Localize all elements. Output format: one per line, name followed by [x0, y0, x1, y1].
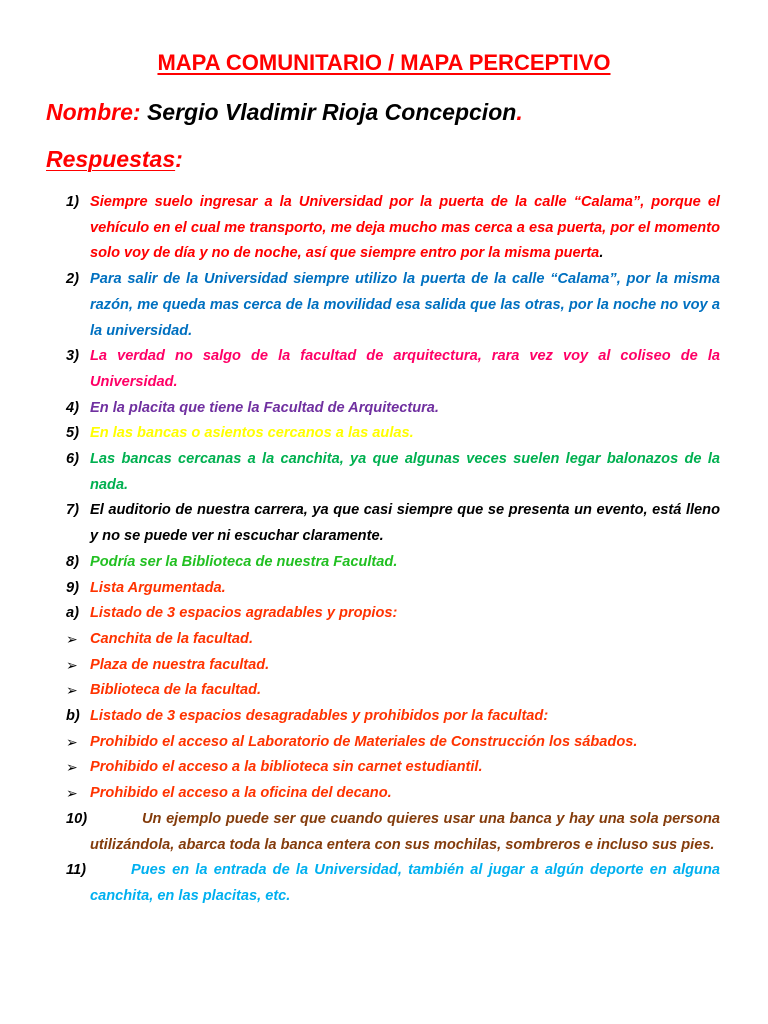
item-text: Las bancas cercanas a la canchita, ya que algunas veces suelen legar balonazos de la nada.: [90, 451, 720, 493]
list-item: [66, 267, 720, 344]
item-marker: 11): [66, 862, 87, 879]
item-text: En la placita que tiene la Facultad de Arquitectura.: [90, 399, 439, 416]
item-text: Podría ser la Biblioteca de nuestra Facultad.: [90, 553, 398, 570]
arrow-bullet-icon: ➢: [66, 759, 78, 776]
item-text: Listado de 3 espacios desagradables y prohibidos por la facultad:: [90, 708, 549, 725]
item-text: Lista Argumentada.: [90, 579, 226, 596]
list-item: [66, 730, 720, 756]
item-marker: 4): [66, 399, 79, 416]
document-title: MAPA COMUNITARIO / MAPA PERCEPTIVO: [157, 50, 611, 75]
item-text: Listado de 3 espacios agradables y propios:: [90, 605, 398, 622]
item-text: Canchita de la facultad.: [90, 630, 254, 647]
item-marker: a): [66, 605, 79, 622]
answers-label: Respuestas: [46, 146, 176, 172]
item-text: Plaza de nuestra facultad.: [90, 656, 270, 673]
list-item: [66, 421, 720, 447]
item-text: Un ejemplo puede ser que cuando quieres usar una banca y hay una sola persona utilizándola, abarca toda la banca entera con sus mochilas, sombreros e incluso sus pies.: [90, 810, 720, 853]
item-text: Prohibido el acceso al Laboratorio de Materiales de Construcción los sábados.: [90, 733, 638, 750]
item-text: Prohibido el acceso a la biblioteca sin carnet estudiantil.: [90, 759, 483, 776]
arrow-bullet-icon: ➢: [66, 682, 78, 699]
item-marker: 8): [66, 553, 79, 570]
item-marker: 3): [66, 348, 79, 365]
list-item: [66, 858, 720, 909]
answers-list: [66, 190, 720, 910]
list-item: [66, 550, 720, 576]
list-item: [66, 396, 720, 422]
item-marker: 1): [66, 194, 79, 210]
list-item: [66, 627, 720, 653]
list-item: [66, 704, 720, 730]
list-item: [66, 447, 720, 498]
arrow-bullet-icon: ➢: [66, 656, 78, 673]
item-marker: 6): [66, 451, 79, 468]
list-item: [66, 576, 720, 602]
list-item: [66, 807, 720, 858]
answers-colon: :: [175, 146, 183, 172]
name-line: [46, 99, 523, 126]
item-marker: 9): [66, 579, 79, 596]
item-text: Pues en la entrada de la Universidad, también al jugar a algún deporte en alguna canchita, en las placitas, etc.: [90, 862, 720, 904]
item-text: Para salir de la Universidad siempre utilizo la puerta de la calle “Calama”, por la misma razón, me queda mas cerca de la movilidad esa salida que las otras, por la noche no voy a la universidad.: [90, 271, 720, 339]
item-text: La verdad no salgo de la facultad de arquitectura, rara vez voy al coliseo de la Universidad.: [90, 348, 720, 390]
item-text: Siempre suelo ingresar a la Universidad por la puerta de la calle “Calama”, porque el vehículo en el cual me transporto, me deja mucho mas cerca a esa puerta, por el momento solo voy de día y no de noche, así que siempre entro por la misma puerta.: [90, 194, 720, 262]
item-text: El auditorio de nuestra carrera, ya que casi siempre que se presenta un evento, está lleno y no se puede ver ni escuchar claramente.: [90, 502, 720, 545]
list-item: [66, 498, 720, 549]
list-item: [66, 601, 720, 627]
item-text: En las bancas o asientos cercanos a las aulas.: [90, 425, 414, 442]
name-label: Nombre:: [46, 99, 141, 125]
item-marker: 10): [66, 810, 88, 827]
list-item: [66, 190, 720, 267]
name-period: .: [516, 99, 523, 125]
item-marker: 2): [66, 271, 79, 288]
item-marker: b): [66, 708, 80, 725]
list-item: [66, 678, 720, 704]
name-value: Sergio Vladimir Rioja Concepcion: [146, 99, 517, 125]
item-marker: 5): [66, 425, 79, 442]
arrow-bullet-icon: ➢: [66, 785, 78, 802]
list-item: [66, 653, 720, 679]
item-marker: 7): [66, 502, 79, 519]
item-text: Prohibido el acceso a la oficina del decano.: [90, 785, 392, 802]
list-item: [66, 755, 720, 781]
list-item: [66, 344, 720, 395]
answers-heading: [46, 146, 183, 173]
list-item: [66, 781, 720, 807]
item-text: Biblioteca de la facultad.: [90, 682, 262, 699]
arrow-bullet-icon: ➢: [66, 630, 78, 647]
arrow-bullet-icon: ➢: [66, 733, 78, 750]
